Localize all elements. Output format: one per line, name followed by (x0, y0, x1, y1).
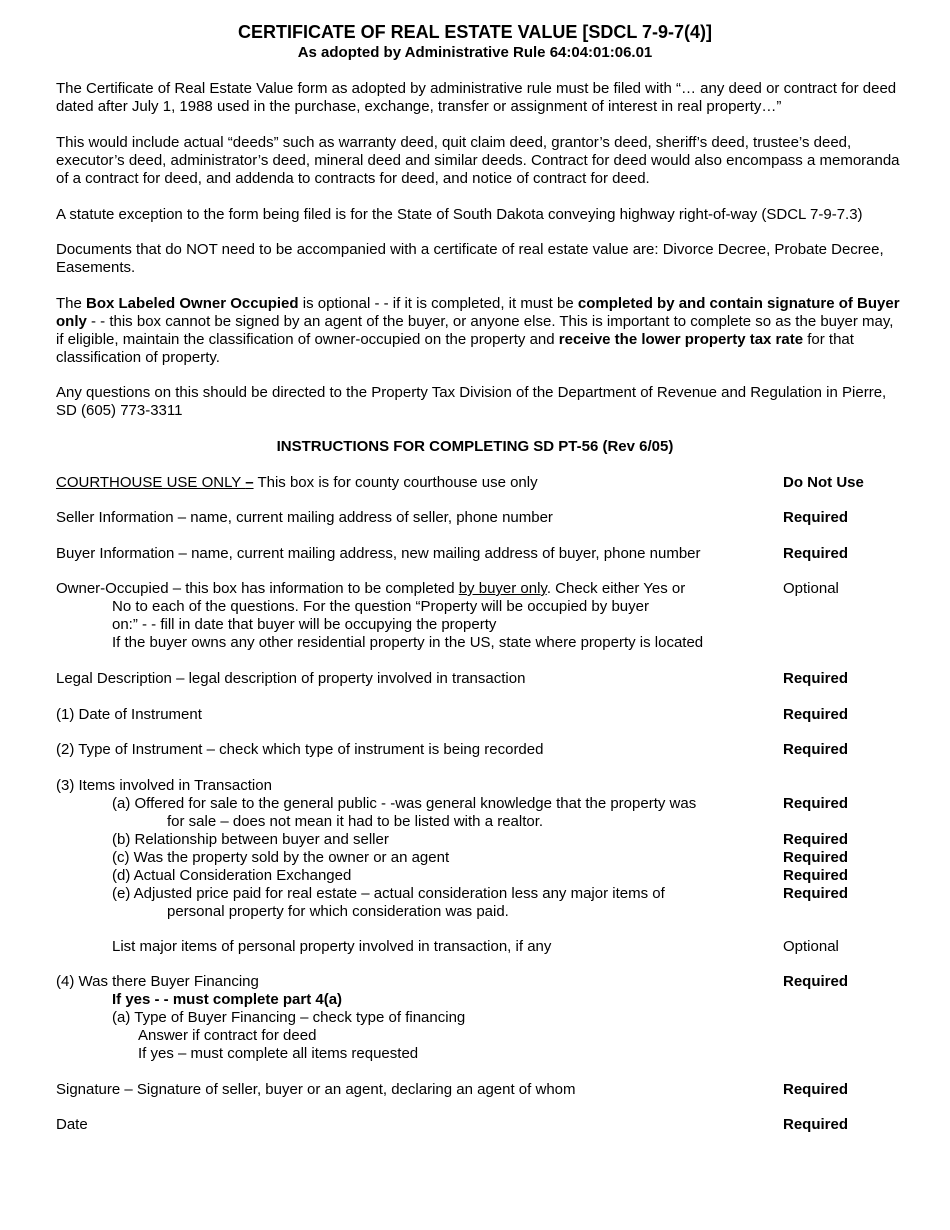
buyer-row: Buyer Information – name, current mailing address, new mailing address of buyer, phone number (56, 545, 701, 562)
items-c-status: Required (783, 849, 849, 866)
date-instrument-status: Required (783, 706, 849, 723)
items-c: (c) Was the property sold by the owner or an agent (112, 849, 450, 866)
date-row: Date (56, 1116, 88, 1133)
page-title: CERTIFICATE OF REAL ESTATE VALUE [SDCL 7-9-7(4)] (237, 22, 713, 42)
buyer-status: Required (783, 545, 849, 562)
items-e-status: Required (783, 885, 849, 902)
items-b: (b) Relationship between buyer and seller (112, 831, 389, 848)
type-instrument-row: (2) Type of Instrument – check which type of instrument is being recorded (56, 741, 544, 758)
items-a-status: Required (783, 795, 849, 812)
intro-paragraph-6: Any questions on this should be directed to the Property Tax Division of the Department of Revenue and Regulation in Pierre, SD (605) 773-3311 (56, 384, 887, 419)
seller-row: Seller Information – name, current mailing address of seller, phone number (56, 509, 553, 526)
financing-row: (4) Was there Buyer Financing If yes - - must complete part 4(a) (a) Type of Buyer Financing – check type of financing Answer if contract for deed If yes – must complete all items requested (56, 973, 466, 1062)
intro-paragraph-2: This would include actual “deeds” such as warranty deed, quit claim deed, grantor’s deed, sheriff’s deed, trustee’s deed, executor’s deed, administrator’s deed, mineral deed and similar deeds. Contract for deed would also encompass a memoranda of a contract for deed, and addenda to contracts for deed, and notice of contract for deed. (56, 134, 900, 187)
intro-paragraph-1: The Certificate of Real Estate Value form as adopted by administrative rule must be filed with “… any deed or contract for deed dated after July 1, 1988 used in the purchase, exchange, transfer or assignment of interest in real property…” (56, 80, 897, 115)
items-heading: (3) Items involved in Transaction (56, 777, 272, 794)
items-e: (e) Adjusted price paid for real estate – actual consideration less any major items of personal property for which consideration was paid. (112, 885, 665, 920)
intro-paragraph-5: The Box Labeled Owner Occupied is optional - - if it is completed, it must be completed by and contain signature of Buyer only - - this box cannot be signed by an agent of the buyer, or anyone else. This is important to complete so as the buyer may, if eligible, maintain the classification of owner-occupied on the property and receive the lower property tax rate for that classification of property. (56, 295, 900, 366)
items-d: (d) Actual Consideration Exchanged (112, 867, 352, 884)
courthouse-status: Do Not Use (783, 474, 864, 491)
instructions-heading: INSTRUCTIONS FOR COMPLETING SD PT-56 (Rev 6/05) (276, 438, 674, 455)
date-instrument-row: (1) Date of Instrument (56, 706, 202, 723)
legal-description-status: Required (783, 670, 849, 687)
items-d-status: Required (783, 867, 849, 884)
owner-occupied-row: Owner-Occupied – this box has information to be completed by buyer only. Check either Yes or No to each of the questions. For the question “Property will be occupied by buyer on:” - - fill in date that buyer will be occupying the property If the buyer owns any other residential property in the US, state where property is located (56, 580, 704, 651)
intro-paragraph-3: A statute exception to the form being filed is for the State of South Dakota conveying highway right-of-way (SDCL 7-9-7.3) (56, 206, 863, 223)
signature-row: Signature – Signature of seller, buyer or an agent, declaring an agent of whom (56, 1081, 576, 1098)
intro-paragraph-4: Documents that do NOT need to be accompanied with a certificate of real estate value are: Divorce Decree, Probate Decree, Easements. (56, 241, 884, 276)
date-status: Required (783, 1116, 849, 1133)
financing-status: Required (783, 973, 849, 990)
items-a: (a) Offered for sale to the general public - -was general knowledge that the property was for sale – does not mean it had to be listed with a realtor. (112, 795, 697, 830)
items-b-status: Required (783, 831, 849, 848)
seller-status: Required (783, 509, 849, 526)
legal-description-row: Legal Description – legal description of property involved in transaction (56, 670, 526, 687)
owner-occupied-status: Optional (783, 580, 839, 597)
courthouse-row: COURTHOUSE USE ONLY – This box is for county courthouse use only (56, 474, 538, 491)
items-list-status: Optional (783, 938, 839, 955)
signature-status: Required (783, 1081, 849, 1098)
page-subtitle: As adopted by Administrative Rule 64:04:01:06.01 (297, 44, 653, 61)
items-list: List major items of personal property involved in transaction, if any (112, 938, 552, 955)
type-instrument-status: Required (783, 741, 849, 758)
